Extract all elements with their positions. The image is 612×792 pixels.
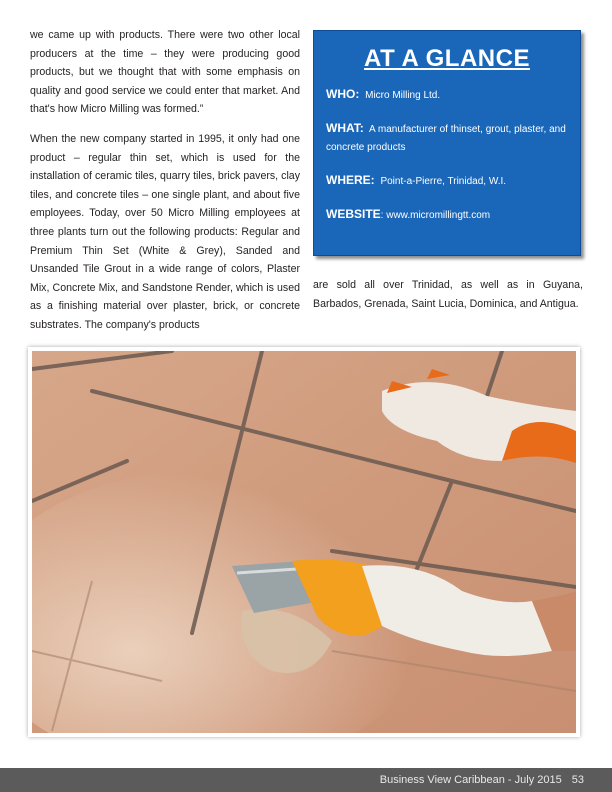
page-footer [0, 768, 612, 792]
who-value: Micro Milling Ltd. [365, 90, 441, 101]
who-label: WHO: [326, 87, 360, 101]
where-row [326, 171, 568, 191]
at-a-glance-box [313, 30, 581, 256]
where-value: Point-a-Pierre, Trinidad, W.I. [380, 176, 507, 187]
left-article-column [30, 26, 300, 346]
who-row [326, 85, 568, 105]
tile-grouting-photo [28, 347, 580, 737]
tile-grouting-illustration [32, 351, 576, 733]
page-number: 53 [571, 774, 584, 786]
at-a-glance-title: AT A GLANCE [364, 45, 530, 72]
article-paragraph: When the new company started in 1995, it only had one product – regular thin set, which is used for the installation of ceramic tiles, quarry tiles, brick pavers, clay tiles, and concrete tiles – one single plant, and about five employees. Today, over 50 Micro Milling employees at three plants turn out the following products: Regular and Premium Thin Set (White & Grey), Sanded and Unsanded Tile Grout in a wide range of colors, Plaster Mix, Concrete Mix, and Sandstone Render, which is used as a finishing material over plaster, brick, or concrete substrates. The company's products [30, 132, 300, 331]
what-row [326, 119, 568, 157]
website-row [326, 205, 568, 225]
article-paragraph: are sold all over Trinidad, as well as in Guyana, Barbados, Grenada, Saint Lucia, Dominica, and Antigua. [313, 279, 583, 310]
article-paragraph: we came up with products. There were two other local producers at the time – they were producing good products, but we thought that with some emphasis on quality and good service we could enter that market. And that's how Micro Milling was formed.” [30, 29, 300, 116]
where-label: WHERE: [326, 173, 375, 187]
website-value[interactable]: : www.micromillingtt.com [380, 210, 491, 221]
publication-name: Business View Caribbean - July 2015 [379, 774, 562, 786]
website-label: WEBSITE [326, 207, 381, 221]
what-label: WHAT: [326, 121, 364, 135]
right-article-column [313, 276, 583, 313]
what-value: A manufacturer of thinset, grout, plaster, and concrete products [326, 124, 566, 153]
